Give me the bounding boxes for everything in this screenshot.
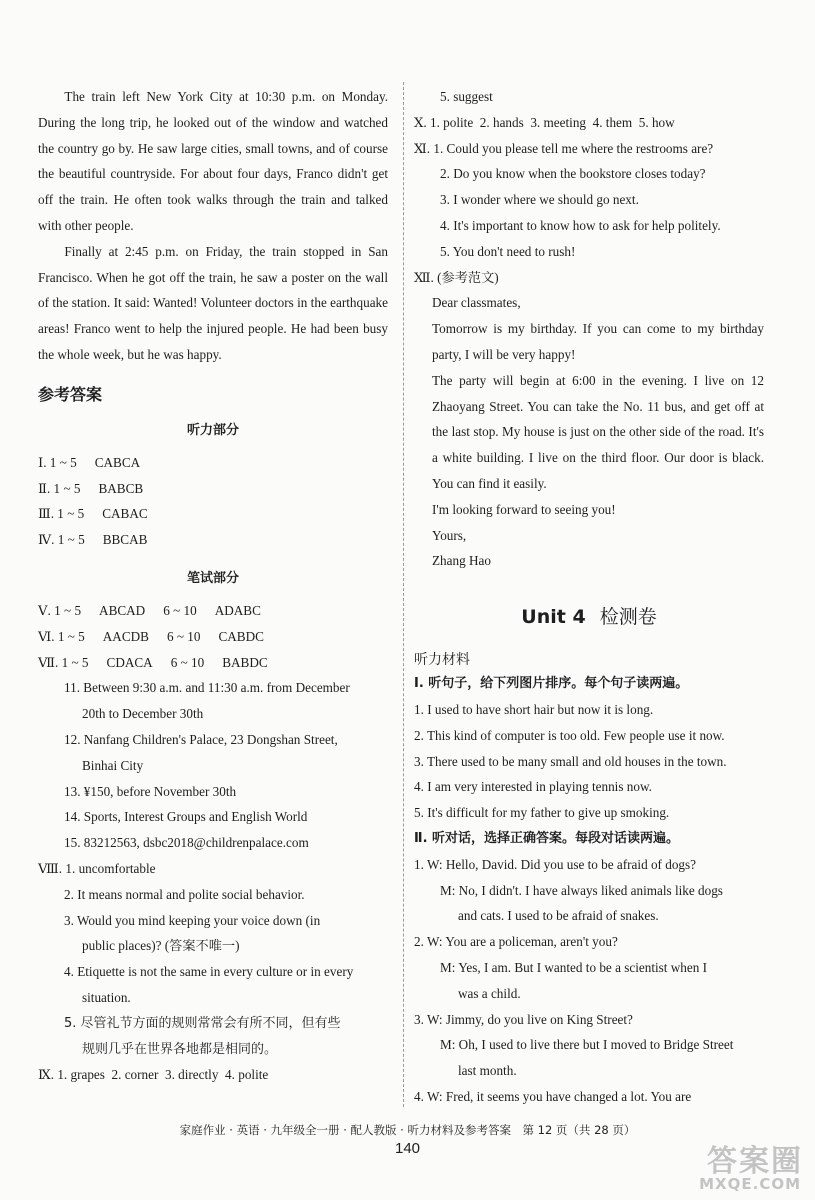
dialogue-line: 4. W: Fred, it seems you have changed a lot. You are	[414, 1088, 692, 1104]
written-heading: 笔试部分	[186, 570, 239, 586]
page-number: 140	[394, 1140, 421, 1157]
answer-row: Ⅴ. 1 ~ 5 ABCAD 6 ~ 10 ADABC	[38, 602, 261, 618]
story-paragraph-1: The train left New York City at 10:30 p.m. on Monday. During the long trip, he looked out of the window and watched the country go by. He saw large cities, small towns, and of course the beautiful countryside. For about four days, Franco didn't get off the train. He often took walks through the train and talked with other people.	[38, 89, 388, 233]
answer-line: Binhai City	[82, 757, 144, 773]
column-divider	[403, 82, 404, 1107]
answer-row: Ⅲ. 1 ~ 5 CABAC	[38, 506, 148, 522]
section-heading: Ⅰ. 听句子，给下列图片排序。每个句子读两遍。	[414, 676, 689, 692]
answer-line: Ⅹ. 1. polite 2. hands 3. meeting 4. them 5. how	[414, 114, 675, 130]
listening-answers	[38, 450, 388, 553]
watermark-url: MXQE.COM	[699, 1175, 801, 1193]
right-column	[414, 84, 764, 1110]
answer-row: Ⅶ. 1 ~ 5 CDACA 6 ~ 10 BABDC	[38, 654, 268, 670]
sentence-line: 4. I am very interested in playing tennis now.	[414, 779, 652, 795]
answer-line: 规则几乎在世界各地都是相同的。	[82, 1041, 278, 1057]
answer-line: 20th to December 30th	[82, 706, 204, 722]
dialogue-line: M: No, I didn't. I have always liked animals like dogs	[440, 882, 723, 898]
answer-line: 3. I wonder where we should go next.	[440, 192, 639, 208]
dialogue-line: 1. W: Hello, David. Did you use to be afraid of dogs?	[414, 856, 697, 872]
dialogue-line: M: Yes, I am. But I wanted to be a scientist when I	[440, 959, 708, 975]
answer-line: Ⅷ. 1. uncomfortable	[38, 860, 156, 876]
answer-line: 12. Nanfang Children's Palace, 23 Dongshan Street,	[64, 731, 338, 747]
letter-paragraph: The party will begin at 6:00 in the evening. I live on 12 Zhaoyang Street. You can take the No. 11 bus, and get off at the last stop. My house is just on the other side of the road. It's a white building. I live on the third floor. Our door is black. You can find it easily.	[432, 372, 764, 491]
page-footer: 家庭作业 · 英语 · 九年级全一册 · 配人教版 · 听力材料及参考答案 第 12 页（共 28 页）	[179, 1123, 636, 1137]
letter-paragraph: I'm looking forward to seeing you!	[432, 501, 616, 517]
answer-line: 4. Etiquette is not the same in every culture or in every	[64, 964, 354, 980]
answer-line: 4. It's important to know how to ask for help politely.	[440, 217, 721, 233]
dialogue-line: was a child.	[458, 985, 521, 1001]
unit-title: Unit 4 检测卷	[521, 606, 657, 629]
dialogue-line: 2. W: You are a policeman, aren't you?	[414, 934, 618, 950]
answer-line: Ⅺ. 1. Could you please tell me where the restrooms are?	[414, 140, 714, 156]
answer-line: 14. Sports, Interest Groups and English World	[64, 809, 308, 825]
answer-row: Ⅱ. 1 ~ 5 BABCB	[38, 480, 144, 496]
dialogue-line: last month.	[458, 1063, 517, 1079]
answer-line: 2. It means normal and polite social behavior.	[64, 886, 305, 902]
letter-paragraph: Tomorrow is my birthday. If you can come to my birthday party, I will be very happy!	[432, 321, 764, 362]
sentence-line: 5. It's difficult for my father to give up smoking.	[414, 805, 670, 821]
answer-row: Ⅳ. 1 ~ 5 BBCAB	[38, 532, 148, 548]
answer-line: 3. Would you mind keeping your voice down (in	[64, 912, 321, 928]
material-heading: 听力材料	[414, 652, 470, 669]
answer-line: Ⅸ. 1. grapes 2. corner 3. directly 4. polite	[38, 1067, 269, 1083]
left-column	[38, 84, 388, 1088]
story-paragraph-2: Finally at 2:45 p.m. on Friday, the train stopped in San Francisco. When he got off the train, he saw a poster on the wall of the station. It said: Wanted! Volunteer doctors in the earthquake areas! Franco went to help the injured people. He had been busy the whole week, but he was happy.	[38, 243, 388, 362]
answer-line: 11. Between 9:30 a.m. and 11:30 a.m. from December	[64, 680, 350, 696]
answer-line: situation.	[82, 989, 131, 1005]
letter-closing: Yours,	[432, 527, 467, 543]
answer-line: 5. You don't need to rush!	[440, 243, 576, 259]
dialogue-line: and cats. I used to be afraid of snakes.	[458, 908, 659, 924]
sentence-line: 1. I used to have short hair but now it is long.	[414, 701, 654, 717]
answer-line: 15. 83212563, dsbc2018@childrenpalace.com	[64, 835, 309, 851]
listening-heading: 听力部分	[186, 422, 239, 438]
letter-signature: Zhang Hao	[432, 553, 491, 569]
answer-line: 5. 尽管礼节方面的规则常常会有所不同，但有些	[64, 1015, 341, 1031]
sample-letter	[414, 290, 764, 574]
answers-heading: 参考答案	[38, 384, 103, 404]
letter-greeting: Dear classmates,	[432, 295, 521, 311]
answer-line: public places)? (答案不唯一)	[82, 938, 240, 954]
answer-line: 2. Do you know when the bookstore closes today?	[440, 166, 706, 182]
dialogue-line: M: Oh, I used to live there but I moved to Bridge Street	[440, 1037, 734, 1053]
answer-line: 5. suggest	[440, 89, 493, 104]
section-heading: Ⅱ. 听对话，选择正确答案。每段对话读两遍。	[414, 830, 680, 846]
answer-line: Ⅻ. (参考范文)	[414, 269, 499, 285]
answer-row: Ⅵ. 1 ~ 5 AACDB 6 ~ 10 CABDC	[38, 628, 264, 644]
watermark-logo: 答案圈	[707, 1144, 803, 1179]
answer-row: Ⅰ. 1 ~ 5 CABCA	[38, 454, 141, 470]
written-answers	[38, 598, 388, 1088]
sentence-line: 2. This kind of computer is too old. Few people use it now.	[414, 727, 725, 743]
dialogue-line: 3. W: Jimmy, do you live on King Street?	[414, 1011, 633, 1027]
sentence-line: 3. There used to be many small and old houses in the town.	[414, 753, 727, 769]
answer-line: 13. ¥150, before November 30th	[64, 783, 237, 799]
